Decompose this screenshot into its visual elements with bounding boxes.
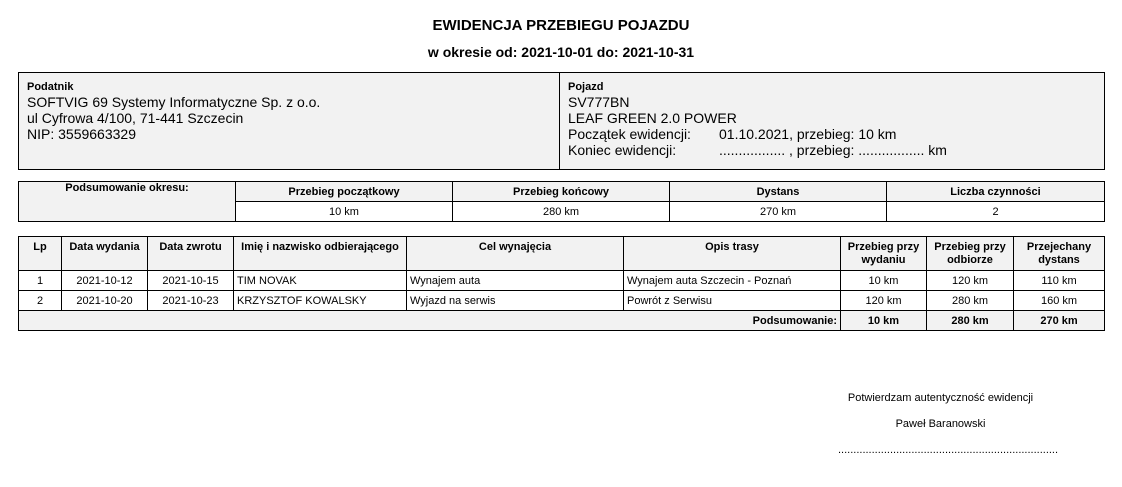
- col-recipient: Imię i nazwisko odbierającego: [234, 237, 407, 271]
- trips-table: [18, 236, 1105, 331]
- row-recipient: TIM NOVAK: [234, 271, 407, 291]
- taxpayer-name: SOFTVIG 69 Systemy Informatyczne Sp. z o.o.: [27, 94, 321, 110]
- confirmation-text: Potwierdzam autentyczność ewidencji: [847, 392, 1034, 404]
- summary-header-end-mileage: Przebieg końcowy: [453, 182, 670, 202]
- period-summary-label: Podsumowanie okresu:: [19, 182, 236, 222]
- summary-header-distance: Dystans: [670, 182, 887, 202]
- trips-header-row: [19, 237, 1105, 271]
- taxpayer-address: ul Cyfrowa 4/100, 71-441 Szczecin: [27, 110, 244, 126]
- row-purpose: Wynajem auta: [407, 271, 624, 291]
- summary-header-start-mileage: Przebieg początkowy: [236, 182, 453, 202]
- vehicle-label: Pojazd: [568, 81, 604, 93]
- summary-activity-count: 2: [887, 202, 1105, 222]
- vehicle-model: LEAF GREEN 2.0 POWER: [568, 110, 737, 126]
- table-row: [19, 271, 1105, 291]
- col-return-date: Data zwrotu: [148, 237, 234, 271]
- row-route: Powrót z Serwisu: [624, 291, 841, 311]
- row-km-out: 10 km: [841, 271, 927, 291]
- record-start-value: 01.10.2021, przebieg: 10 km: [719, 126, 897, 142]
- row-lp: 2: [19, 291, 62, 311]
- col-km-out: Przebieg przy wydaniu: [841, 237, 927, 271]
- taxpayer-label: Podatnik: [27, 81, 74, 93]
- row-km-in: 120 km: [927, 271, 1014, 291]
- row-km-out: 120 km: [841, 291, 927, 311]
- col-issue-date: Data wydania: [62, 237, 148, 271]
- period-range: w okresie od: 2021-10-01 do: 2021-10-31: [427, 44, 695, 60]
- taxpayer-section: [19, 73, 560, 170]
- row-return-date: 2021-10-23: [148, 291, 234, 311]
- record-end-row: [568, 142, 1096, 158]
- row-issue-date: 2021-10-20: [62, 291, 148, 311]
- row-recipient: KRZYSZTOF KOWALSKY: [234, 291, 407, 311]
- row-return-date: 2021-10-15: [148, 271, 234, 291]
- vehicle-section: [560, 73, 1105, 170]
- vehicle-plate: SV777BN: [568, 94, 630, 110]
- summary-start-mileage: 10 km: [236, 202, 453, 222]
- row-route: Wynajem auta Szczecin - Poznań: [624, 271, 841, 291]
- col-distance: Przejechany dystans: [1014, 237, 1105, 271]
- record-end-label: Koniec ewidencji:: [568, 142, 677, 158]
- total-distance: 270 km: [1014, 311, 1105, 331]
- col-km-in: Przebieg przy odbiorze: [927, 237, 1014, 271]
- row-issue-date: 2021-10-12: [62, 271, 148, 291]
- record-end-value: ................. , przebieg: ................. km: [719, 142, 947, 158]
- row-purpose: Wyjazd na serwis: [407, 291, 624, 311]
- confirming-person: Paweł Baranowski: [895, 418, 986, 430]
- col-purpose: Cel wynajęcia: [407, 237, 624, 271]
- total-km-in: 280 km: [927, 311, 1014, 331]
- row-lp: 1: [19, 271, 62, 291]
- col-route: Opis trasy: [624, 237, 841, 271]
- period-summary-table: [18, 181, 1105, 222]
- row-distance: 110 km: [1014, 271, 1105, 291]
- row-km-in: 280 km: [927, 291, 1014, 311]
- table-row: [19, 291, 1105, 311]
- row-distance: 160 km: [1014, 291, 1105, 311]
- info-box: [18, 72, 1105, 170]
- document-title: EWIDENCJA PRZEBIEGU POJAZDU: [432, 17, 690, 34]
- summary-header-activity-count: Liczba czynności: [887, 182, 1105, 202]
- total-km-out: 10 km: [841, 311, 927, 331]
- record-start-row: [568, 126, 1096, 142]
- summary-distance: 270 km: [670, 202, 887, 222]
- taxpayer-nip: NIP: 3559663329: [27, 126, 136, 142]
- signature-line: ........................................................................: [838, 444, 1059, 456]
- col-lp: Lp: [19, 237, 62, 271]
- total-label: Podsumowanie:: [19, 311, 841, 331]
- record-start-label: Początek ewidencji:: [568, 126, 691, 142]
- trips-total-row: [19, 311, 1105, 331]
- summary-end-mileage: 280 km: [453, 202, 670, 222]
